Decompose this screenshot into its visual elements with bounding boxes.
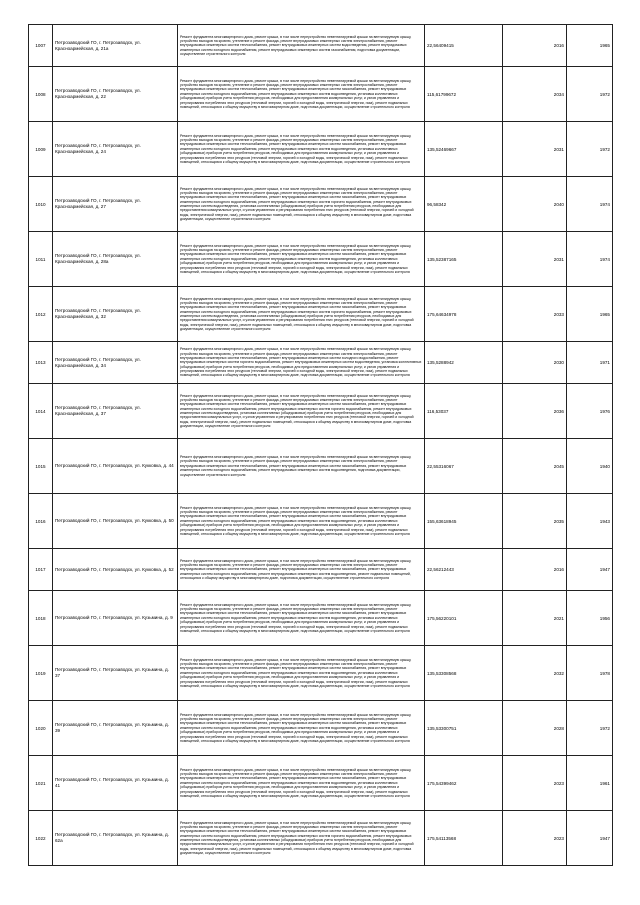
works-cell: Ремонт фундамента многоквартирного дома, ремонт крыши, в том числе переустройство невентилируемой крыши на вентилируемую крышу, устройство выходов на кровлю, утепление и ремонт фасада, ремонт внутридомовых инженерных систем электроснабжения, ремонт внутридомовых инженерных систем теплоснабжения, ремонт внутридомовых инженерных систем газоснабжения, ремонт внутридомовых инженерных систем холодного водоснабжения, ремонт внутридомовых инженерных систем водоотведения, установка коллективных (общедомовых) приборов учета потребления ресурсов, необходимых для предоставления коммунальных услуг, и узлов управления и регулирования потребления этих ресурсов (тепловой энергии, горячей и холодной воды, электрической энергии, газа), ремонт подвальных помещений, относящихся к общему имуществу в многоквартирном доме, подготовка документации, осуществление строительного контроля bbox=[178, 67, 425, 122]
table-row bbox=[29, 591, 613, 646]
table-row bbox=[29, 384, 613, 439]
year-cell: 2023 bbox=[503, 811, 567, 866]
table-row bbox=[29, 701, 613, 756]
built-year-cell: 1974 bbox=[567, 177, 613, 232]
address-cell: Петрозаводский ГО, г. Петрозаводск, ул. Красноармейская, д. 21а bbox=[53, 25, 178, 67]
built-year-cell: 1956 bbox=[567, 591, 613, 646]
table-row bbox=[29, 646, 613, 701]
works-cell: Ремонт фундамента многоквартирного дома, ремонт крыши, в том числе переустройство невентилируемой крыши на вентилируемую крышу, устройство выходов на кровлю, утепление и ремонт фасада, ремонт внутридомовых инженерных систем электроснабжения, ремонт внутридомовых инженерных систем теплоснабжения, ремонт внутридомовых инженерных систем газоснабжения, ремонт внутридомовых инженерных систем холодного водоснабжения, ремонт внутридомовых инженерных систем горячего водоснабжения, ремонт внутридомовых инженерных систем водоотведения, установка коллективных (общедомовых) приборов учета потребления ресурсов, необходимых для предоставления коммунальных услуг, и узлов управления и регулирования потребления этих ресурсов (тепловой энергии, горячей и холодной воды, электрической энергии, газа), ремонт подвальных помещений, относящихся к общему имуществу в многоквартирном доме, подготовка документации, осуществление строительного контроля bbox=[178, 177, 425, 232]
works-cell: Ремонт фундамента многоквартирного дома, ремонт крыши, в том числе переустройство невентилируемой крыши на вентилируемую крышу, устройство выходов на кровлю, утепление и ремонт фасада, ремонт внутридомовых инженерных систем электроснабжения, ремонт внутридомовых инженерных систем теплоснабжения, ремонт внутридомовых инженерных систем холодного водоснабжения, ремонт внутридомовых инженерных систем горячего водоснабжения, ремонт внутридомовых инженерных систем водоотведения, установка коллективных (общедомовых) приборов учета потребления ресурсов, необходимых для предоставления коммунальных услуг, и узлов управления и регулирования потребления этих ресурсов (тепловой энергии, горячей и холодной воды, электрической энергии, газа), ремонт подвальных помещений, относящихся к общему имуществу в многоквартирном доме, подготовка документации, осуществление строительного контроля bbox=[178, 342, 425, 384]
cost-cell: 175,54399462 bbox=[425, 756, 503, 811]
row-number: 1014 bbox=[29, 384, 53, 439]
table-body bbox=[29, 25, 613, 866]
year-cell: 2030 bbox=[503, 342, 567, 384]
year-cell: 2023 bbox=[503, 756, 567, 811]
built-year-cell: 1972 bbox=[567, 122, 613, 177]
cost-cell: 135,53308568 bbox=[425, 646, 503, 701]
table-row bbox=[29, 439, 613, 494]
built-year-cell: 1972 bbox=[567, 701, 613, 756]
address-cell: Петрозаводский ГО, г. Петрозаводск, ул. Кузьмина, д. 62а bbox=[53, 811, 178, 866]
works-cell: Ремонт фундамента многоквартирного дома, ремонт крыши, в том числе переустройство невентилируемой крыши на вентилируемую крышу, устройство выходов на кровлю, утепление и ремонт фасада, ремонт внутридомовых инженерных систем электроснабжения, ремонт внутридомовых инженерных систем теплоснабжения, ремонт внутридомовых инженерных систем газоснабжения, ремонт внутридомовых инженерных систем холодного водоснабжения, ремонт внутридомовых инженерных систем водоотведения, установка коллективных (общедомовых) приборов учета потребления ресурсов, необходимых для предоставления коммунальных услуг, и узлов управления и регулирования потребления этих ресурсов (тепловой энергии, горячей и холодной воды, электрической энергии, газа), ремонт подвальных помещений, относящихся к общему имуществу в многоквартирном доме, подготовка документации, осуществление строительного контроля bbox=[178, 232, 425, 287]
year-cell: 2035 bbox=[503, 494, 567, 549]
year-cell: 2031 bbox=[503, 122, 567, 177]
table-row bbox=[29, 122, 613, 177]
built-year-cell: 1976 bbox=[567, 384, 613, 439]
year-cell: 2036 bbox=[503, 384, 567, 439]
built-year-cell: 1965 bbox=[567, 25, 613, 67]
year-cell: 2016 bbox=[503, 25, 567, 67]
year-cell: 2040 bbox=[503, 177, 567, 232]
cost-cell: 135,52469667 bbox=[425, 122, 503, 177]
built-year-cell: 1971 bbox=[567, 342, 613, 384]
address-cell: Петрозаводский ГО, г. Петрозаводск, ул. Кузьмина, д. 9 bbox=[53, 591, 178, 646]
row-number: 1017 bbox=[29, 549, 53, 591]
works-cell: Ремонт фундамента многоквартирного дома, ремонт крыши, в том числе переустройство невентилируемой крыши на вентилируемую крышу, устройство выходов на кровлю, утепление и ремонт фасада, ремонт внутридомовых инженерных систем электроснабжения, ремонт внутридомовых инженерных систем теплоснабжения, ремонт внутридомовых инженерных систем газоснабжения, ремонт внутридомовых инженерных систем холодного водоснабжения, ремонт внутридомовых инженерных систем водоотведения, установка коллективных (общедомовых) приборов учета потребления ресурсов, необходимых для предоставления коммунальных услуг, и узлов управления и регулирования потребления этих ресурсов (тепловой энергии, горячей и холодной воды, электрической энергии, газа), ремонт подвальных помещений, относящихся к общему имуществу в многоквартирном доме, подготовка документации, осуществление строительного контроля bbox=[178, 494, 425, 549]
cost-cell: 22,56212443 bbox=[425, 549, 503, 591]
year-cell: 2033 bbox=[503, 287, 567, 342]
works-cell: Ремонт фундамента многоквартирного дома, ремонт крыши, в том числе переустройство невентилируемой крыши на вентилируемую крышу, устройство выходов на кровлю, утепление и ремонт фасада, ремонт внутридомовых инженерных систем электроснабжения, ремонт внутридомовых инженерных систем теплоснабжения, ремонт внутридомовых инженерных систем газоснабжения, ремонт внутридомовых инженерных систем холодного водоснабжения, ремонт внутридомовых инженерных систем водоотведения, установка коллективных (общедомовых) приборов учета потребления ресурсов, необходимых для предоставления коммунальных услуг, и узлов управления и регулирования потребления этих ресурсов (тепловой энергии, горячей и холодной воды, электрической энергии, газа), ремонт подвальных помещений, относящихся к общему имуществу в многоквартирном доме, подготовка документации, осуществление строительного контроля bbox=[178, 701, 425, 756]
row-number: 1016 bbox=[29, 494, 53, 549]
year-cell: 2045 bbox=[503, 439, 567, 494]
works-cell: Ремонт фундамента многоквартирного дома, ремонт крыши, в том числе переустройство невентилируемой крыши на вентилируемую крышу, устройство выходов на кровлю, утепление и ремонт фасада, ремонт внутридомовых инженерных систем электроснабжения, ремонт внутридомовых инженерных систем теплоснабжения, ремонт внутридомовых инженерных систем газоснабжения, ремонт внутридомовых инженерных систем холодного водоснабжения, ремонт внутридомовых инженерных систем водоотведения, установка коллективных (общедомовых) приборов учета потребления ресурсов, необходимых для предоставления коммунальных услуг, и узлов управления и регулирования потребления этих ресурсов (тепловой энергии, горячей и холодной воды, электрической энергии, газа), ремонт подвальных помещений, относящихся к общему имуществу в многоквартирном доме, подготовка документации, осуществление строительного контроля bbox=[178, 122, 425, 177]
row-number: 1022 bbox=[29, 811, 53, 866]
built-year-cell: 1943 bbox=[567, 494, 613, 549]
works-cell: Ремонт фундамента многоквартирного дома, ремонт крыши, в том числе переустройство невентилируемой крыши на вентилируемую крышу, устройство выходов на кровлю, утепление и ремонт фасада, ремонт внутридомовых инженерных систем электроснабжения, ремонт внутридомовых инженерных систем теплоснабжения, ремонт внутридомовых инженерных систем водоотведения, ремонт внутридомовых инженерных систем холодного водоснабжения, ремонт внутридомовых инженерных систем газоснабжения, подготовка документации, осуществление строительного контроля bbox=[178, 25, 425, 67]
row-number: 1008 bbox=[29, 67, 53, 122]
year-cell: 2028 bbox=[503, 701, 567, 756]
row-number: 1020 bbox=[29, 701, 53, 756]
address-cell: Петрозаводский ГО, г. Петрозаводск, ул. Кузьмина, д. 41 bbox=[53, 756, 178, 811]
row-number: 1011 bbox=[29, 232, 53, 287]
address-cell: Петрозаводский ГО, г. Петрозаводск, ул. Кузьмина, д. 39 bbox=[53, 701, 178, 756]
built-year-cell: 1947 bbox=[567, 549, 613, 591]
table-row bbox=[29, 287, 613, 342]
cost-cell: 175,56220101 bbox=[425, 591, 503, 646]
row-number: 1012 bbox=[29, 287, 53, 342]
address-cell: Петрозаводский ГО, г. Петрозаводск, ул. Красноармейская, д. 22 bbox=[53, 67, 178, 122]
row-number: 1013 bbox=[29, 342, 53, 384]
cost-cell: 175,64634978 bbox=[425, 287, 503, 342]
capital-repair-table bbox=[28, 24, 613, 866]
address-cell: Петрозаводский ГО, г. Петрозаводск, ул. Кукковка, д. 52 bbox=[53, 549, 178, 591]
works-cell: Ремонт фундамента многоквартирного дома, ремонт крыши, в том числе переустройство невентилируемой крыши на вентилируемую крышу, устройство выходов на кровлю, утепление и ремонт фасада, ремонт внутридомовых инженерных систем электроснабжения, ремонт внутридомовых инженерных систем теплоснабжения, ремонт внутридомовых инженерных систем газоснабжения, ремонт внутридомовых инженерных систем холодного водоснабжения, ремонт внутридомовых инженерных систем водоотведения, ремонт подвальных помещений, относящихся к общему имуществу в многоквартирном доме, подготовка документации, осуществление строительного контроля bbox=[178, 549, 425, 591]
year-cell: 2016 bbox=[503, 549, 567, 591]
row-number: 1010 bbox=[29, 177, 53, 232]
works-cell: Ремонт фундамента многоквартирного дома, ремонт крыши, в том числе переустройство невентилируемой крыши на вентилируемую крышу, устройство выходов на кровлю, утепление и ремонт фасада, ремонт внутридомовых инженерных систем электроснабжения, ремонт внутридомовых инженерных систем теплоснабжения, ремонт внутридомовых инженерных систем газоснабжения, ремонт внутридомовых инженерных систем холодного водоснабжения, ремонт внутридомовых инженерных систем водоотведения, подготовка документации, осуществление строительного контроля bbox=[178, 439, 425, 494]
built-year-cell: 1978 bbox=[567, 646, 613, 701]
cost-cell: 22,55316067 bbox=[425, 439, 503, 494]
built-year-cell: 1965 bbox=[567, 287, 613, 342]
works-cell: Ремонт фундамента многоквартирного дома, ремонт крыши, в том числе переустройство невентилируемой крыши на вентилируемую крышу, устройство выходов на кровлю, утепление и ремонт фасада, ремонт внутридомовых инженерных систем электроснабжения, ремонт внутридомовых инженерных систем теплоснабжения, ремонт внутридомовых инженерных систем газоснабжения, ремонт внутридомовых инженерных систем холодного водоснабжения, ремонт внутридомовых инженерных систем водоотведения, установка коллективных (общедомовых) приборов учета потребления ресурсов, необходимых для предоставления коммунальных услуг, и узлов управления и регулирования потребления этих ресурсов (тепловой энергии, горячей и холодной воды, электрической энергии, газа), ремонт подвальных помещений, относящихся к общему имуществу в многоквартирном доме, подготовка документации, осуществление строительного контроля bbox=[178, 756, 425, 811]
year-cell: 2021 bbox=[503, 591, 567, 646]
address-cell: Петрозаводский ГО, г. Петрозаводск, ул. Красноармейская, д. 32 bbox=[53, 287, 178, 342]
table-row bbox=[29, 756, 613, 811]
table-row bbox=[29, 494, 613, 549]
built-year-cell: 1947 bbox=[567, 811, 613, 866]
cost-cell: 22,56409415 bbox=[425, 25, 503, 67]
address-cell: Петрозаводский ГО, г. Петрозаводск, ул. Красноармейская, д. 28а bbox=[53, 232, 178, 287]
row-number: 1007 bbox=[29, 25, 53, 67]
built-year-cell: 1940 bbox=[567, 439, 613, 494]
row-number: 1009 bbox=[29, 122, 53, 177]
address-cell: Петрозаводский ГО, г. Петрозаводск, ул. Красноармейская, д. 27 bbox=[53, 177, 178, 232]
table-row bbox=[29, 67, 613, 122]
table-row bbox=[29, 232, 613, 287]
address-cell: Петрозаводский ГО, г. Петрозаводск, ул. Кукковка, д. 50 bbox=[53, 494, 178, 549]
address-cell: Петрозаводский ГО, г. Петрозаводск, ул. Кукковка, д. 44 bbox=[53, 439, 178, 494]
row-number: 1018 bbox=[29, 591, 53, 646]
year-cell: 2032 bbox=[503, 646, 567, 701]
works-cell: Ремонт фундамента многоквартирного дома, ремонт крыши, в том числе переустройство невентилируемой крыши на вентилируемую крышу, устройство выходов на кровлю, утепление и ремонт фасада, ремонт внутридомовых инженерных систем электроснабжения, ремонт внутридомовых инженерных систем теплоснабжения, ремонт внутридомовых инженерных систем газоснабжения, ремонт внутридомовых инженерных систем холодного водоснабжения, ремонт внутридомовых инженерных систем горячего водоснабжения, ремонт внутридомовых инженерных систем водоотведения, установка коллективных (общедомовых) приборов учета потребления ресурсов, необходимых для предоставления коммунальных услуг, и узлов управления и регулирования потребления этих ресурсов (тепловой энергии, горячей и холодной воды, электрической энергии, газа), ремонт подвальных помещений, относящихся к общему имуществу в многоквартирном доме, подготовка документации, осуществление строительного контроля bbox=[178, 811, 425, 866]
cost-cell: 155,63618945 bbox=[425, 494, 503, 549]
year-cell: 2031 bbox=[503, 232, 567, 287]
table-row bbox=[29, 549, 613, 591]
address-cell: Петрозаводский ГО, г. Петрозаводск, ул. Красноармейская, д. 24 bbox=[53, 122, 178, 177]
cost-cell: 116,53037 bbox=[425, 384, 503, 439]
works-cell: Ремонт фундамента многоквартирного дома, ремонт крыши, в том числе переустройство невентилируемой крыши на вентилируемую крышу, устройство выходов на кровлю, утепление и ремонт фасада, ремонт внутридомовых инженерных систем электроснабжения, ремонт внутридомовых инженерных систем теплоснабжения, ремонт внутридомовых инженерных систем газоснабжения, ремонт внутридомовых инженерных систем холодного водоснабжения, ремонт внутридомовых инженерных систем водоотведения, установка коллективных (общедомовых) приборов учета потребления ресурсов, необходимых для предоставления коммунальных услуг, и узлов управления и регулирования потребления этих ресурсов (тепловой энергии, горячей и холодной воды, электрической энергии, газа), ремонт подвальных помещений, относящихся к общему имуществу в многоквартирном доме, подготовка документации, осуществление строительного контроля bbox=[178, 591, 425, 646]
works-cell: Ремонт фундамента многоквартирного дома, ремонт крыши, в том числе переустройство невентилируемой крыши на вентилируемую крышу, устройство выходов на кровлю, утепление и ремонт фасада, ремонт внутридомовых инженерных систем электроснабжения, ремонт внутридомовых инженерных систем теплоснабжения, ремонт внутридомовых инженерных систем газоснабжения, ремонт внутридомовых инженерных систем холодного водоснабжения, ремонт внутридомовых инженерных систем водоотведения, установка коллективных (общедомовых) приборов учета потребления ресурсов, необходимых для предоставления коммунальных услуг, и узлов управления и регулирования потребления этих ресурсов (тепловой энергии, горячей и холодной воды, электрической энергии, газа), ремонт подвальных помещений, относящихся к общему имуществу в многоквартирном доме, подготовка документации, осуществление строительного контроля bbox=[178, 646, 425, 701]
cost-cell: 135,5288942 bbox=[425, 342, 503, 384]
address-cell: Петрозаводский ГО, г. Петрозаводск, ул. Кузьмина, д. 37 bbox=[53, 646, 178, 701]
works-cell: Ремонт фундамента многоквартирного дома, ремонт крыши, в том числе переустройство невентилируемой крыши на вентилируемую крышу, устройство выходов на кровлю, утепление и ремонт фасада, ремонт внутридомовых инженерных систем электроснабжения, ремонт внутридомовых инженерных систем теплоснабжения, ремонт внутридомовых инженерных систем газоснабжения, ремонт внутридомовых инженерных систем холодного водоснабжения, ремонт внутридомовых инженерных систем горячего водоснабжения, ремонт внутридомовых инженерных систем водоотведения, установка коллективных (общедомовых) приборов учета потребления ресурсов, необходимых для предоставления коммунальных услуг, и узлов управления и регулирования потребления этих ресурсов (тепловой энергии, горячей и холодной воды, электрической энергии, газа), ремонт подвальных помещений, относящихся к общему имуществу в многоквартирном доме, подготовка документации, осуществление строительного контроля bbox=[178, 287, 425, 342]
address-cell: Петрозаводский ГО, г. Петрозаводск, ул. Красноармейская, д. 34 bbox=[53, 342, 178, 384]
cost-cell: 135,52387165 bbox=[425, 232, 503, 287]
table-row bbox=[29, 342, 613, 384]
row-number: 1021 bbox=[29, 756, 53, 811]
built-year-cell: 1961 bbox=[567, 756, 613, 811]
row-number: 1019 bbox=[29, 646, 53, 701]
table-row bbox=[29, 25, 613, 67]
built-year-cell: 1972 bbox=[567, 67, 613, 122]
table-row bbox=[29, 177, 613, 232]
cost-cell: 135,53300751 bbox=[425, 701, 503, 756]
row-number: 1015 bbox=[29, 439, 53, 494]
cost-cell: 96,58342 bbox=[425, 177, 503, 232]
table-row bbox=[29, 811, 613, 866]
works-cell: Ремонт фундамента многоквартирного дома, ремонт крыши, в том числе переустройство невентилируемой крыши на вентилируемую крышу, устройство выходов на кровлю, утепление и ремонт фасада, ремонт внутридомовых инженерных систем электроснабжения, ремонт внутридомовых инженерных систем теплоснабжения, ремонт внутридомовых инженерных систем газоснабжения, ремонт внутридомовых инженерных систем холодного водоснабжения, ремонт внутридомовых инженерных систем горячего водоснабжения, ремонт внутридомовых инженерных систем водоотведения, установка коллективных (общедомовых) приборов учета потребления ресурсов, необходимых для предоставления коммунальных услуг, и узлов управления и регулирования потребления этих ресурсов (тепловой энергии, горячей и холодной воды, электрической энергии, газа), ремонт подвальных помещений, относящихся к общему имуществу в многоквартирном доме, подготовка документации, осуществление строительного контроля bbox=[178, 384, 425, 439]
built-year-cell: 1974 bbox=[567, 232, 613, 287]
year-cell: 2034 bbox=[503, 67, 567, 122]
address-cell: Петрозаводский ГО, г. Петрозаводск, ул. Красноармейская, д. 37 bbox=[53, 384, 178, 439]
cost-cell: 115,61799672 bbox=[425, 67, 503, 122]
cost-cell: 175,54113568 bbox=[425, 811, 503, 866]
